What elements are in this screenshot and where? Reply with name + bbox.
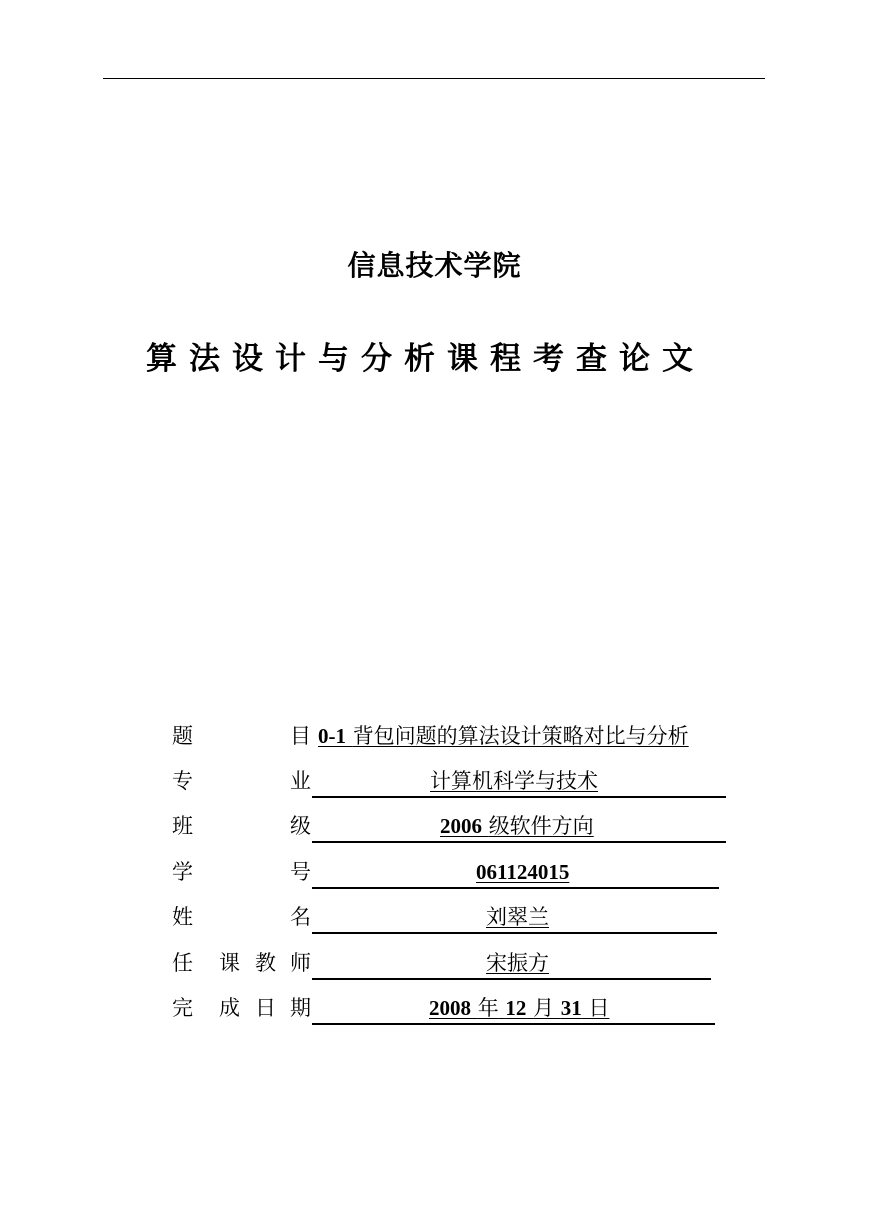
teacher-label-char-3: 教: [255, 951, 276, 975]
name-label-char-1: 姓: [172, 905, 193, 929]
name-value: 刘翠兰: [486, 905, 549, 929]
header-rule: [103, 78, 765, 79]
date-year-unit: 年: [477, 996, 499, 1020]
teacher-row: [172, 946, 752, 980]
topic-row: [172, 719, 752, 753]
topic-value: [318, 719, 689, 753]
date-label-char-1: 完: [172, 996, 193, 1020]
student-id-row: [172, 855, 752, 889]
major-value: 计算机科学与技术: [430, 769, 598, 793]
institute-name: 信息技术学院: [347, 249, 522, 282]
class-value-year: 2006: [440, 814, 482, 838]
topic-label-char-2: 目: [290, 724, 311, 748]
date-month: 12: [505, 996, 527, 1020]
paper-title: 算法设计与分析课程考查论文: [146, 341, 705, 377]
teacher-label-char-2: 课: [219, 951, 240, 975]
date-year: 2008: [429, 996, 471, 1020]
date-value: [429, 991, 609, 1025]
student-id-value: 061124015: [476, 860, 570, 884]
class-value: [440, 809, 594, 843]
date-label-char-2: 成: [219, 996, 240, 1020]
name-label-char-2: 名: [290, 905, 311, 929]
class-label-char-2: 级: [290, 814, 311, 838]
topic-label-char-1: 题: [172, 724, 193, 748]
major-label-char-1: 专: [172, 769, 193, 793]
topic-value-rest: 背包问题的算法设计策略对比与分析: [352, 724, 689, 748]
class-value-rest: 级软件方向: [488, 814, 594, 838]
date-label-char-3: 日: [255, 996, 276, 1020]
class-label-char-1: 班: [172, 814, 193, 838]
topic-value-prefix: 0-1: [318, 724, 346, 748]
date-row: [172, 991, 752, 1025]
student-id-label-char-2: 号: [290, 860, 311, 884]
date-month-unit: 月: [533, 996, 555, 1020]
date-day-unit: 日: [588, 996, 610, 1020]
major-row: [172, 764, 752, 798]
name-row: [172, 900, 752, 934]
teacher-value: 宋振方: [486, 951, 549, 975]
date-day: 31: [560, 996, 582, 1020]
date-label-char-4: 期: [290, 996, 311, 1020]
class-row: [172, 809, 752, 843]
teacher-label-char-4: 师: [290, 951, 311, 975]
major-label-char-2: 业: [290, 769, 311, 793]
student-id-label-char-1: 学: [172, 860, 193, 884]
teacher-label-char-1: 任: [172, 951, 193, 975]
